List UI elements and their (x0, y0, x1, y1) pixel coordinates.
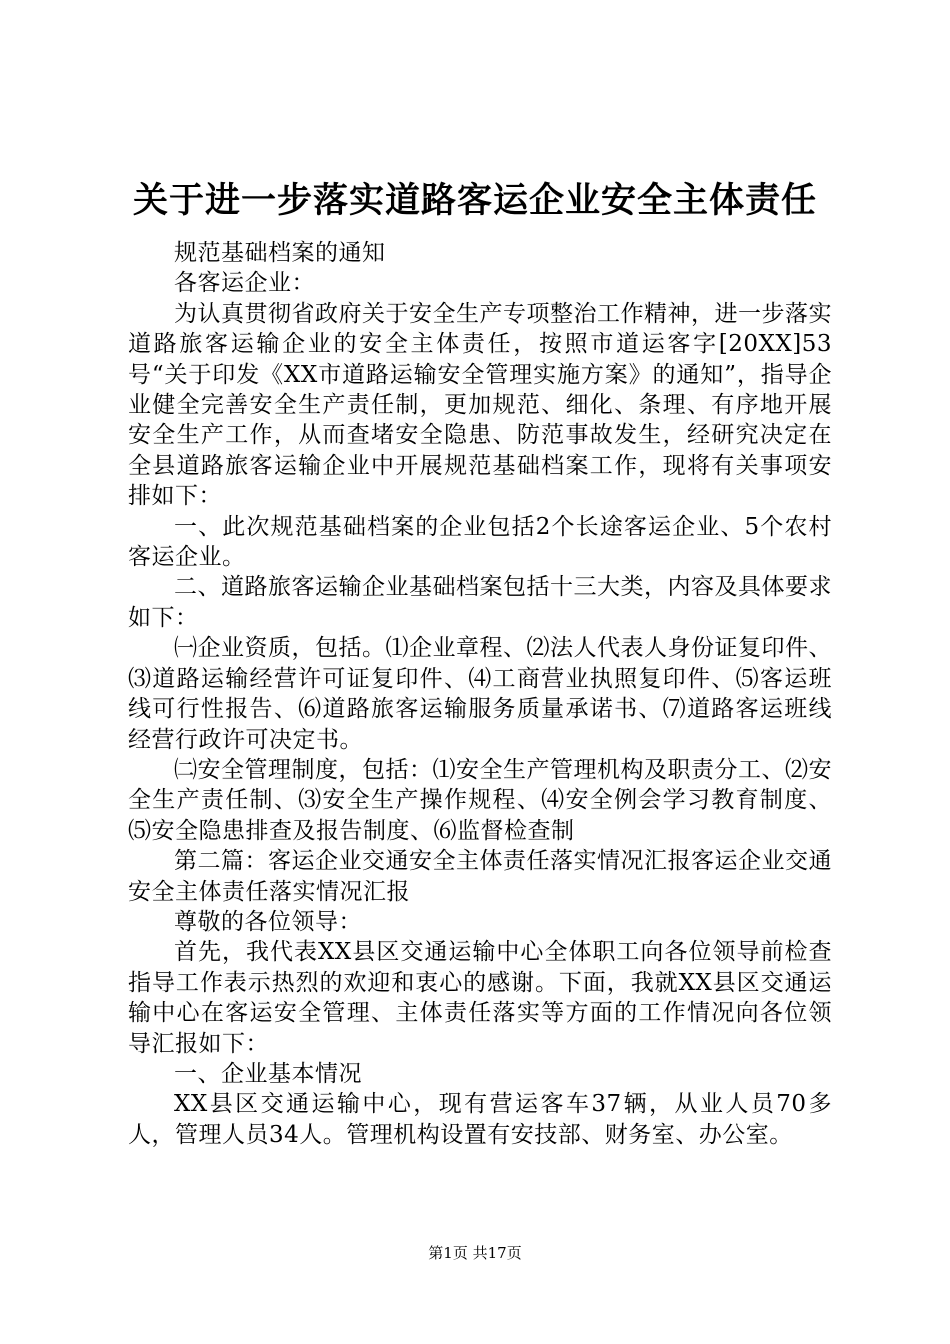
document-title: 关于进一步落实道路客运企业安全主体责任 (132, 180, 817, 221)
paragraph: ㈠企业资质，包括。⑴企业章程、⑵法人代表人身份证复印件、⑶道路运输经营许可证复印件、⑷工商营业执照复印件、⑸客运班线可行性报告、⑹道路旅客运输服务质量承诺书、⑺道路客运班线经营行政许可决定书。 (128, 635, 832, 753)
paragraph: 第二篇：客运企业交通安全主体责任落实情况汇报客运企业交通安全主体责任落实情况汇报 (128, 848, 832, 905)
paragraph: 首先，我代表XX县区交通运输中心全体职工向各位领导前检查指导工作表示热烈的欢迎和衷心的感谢。下面，我就XX县区交通运输中心在客运安全管理、主体责任落实等方面的工作情况向各位领导汇报如下： (128, 939, 832, 1057)
page-footer: 第1页 共17页 (428, 1244, 522, 1262)
paragraph: XX县区交通运输中心，现有营运客车37辆，从业人员70多人，管理人员34人。管理机构设置有安技部、财务室、办公室。 (128, 1091, 832, 1148)
paragraph: 一、此次规范基础档案的企业包括2个长途客运企业、5个农村客运企业。 (128, 513, 832, 571)
paragraph: 各客运企业： (174, 270, 315, 297)
paragraph: 为认真贯彻省政府关于安全生产专项整治工作精神，进一步落实道路旅客运输企业的安全主体责任，按照市道运客字[20XX]53号“关于印发《XX市道路运输安全管理实施方案》的通知”，指导企业健全完善安全生产责任制，更加规范、细化、条理、有序地开展安全生产工作，从而查堵安全隐患、防范事故发生，经研究决定在全县道路旅客运输企业中开展规范基础档案工作，现将有关事项安排如下： (128, 300, 832, 510)
paragraph: 二、道路旅客运输企业基础档案包括十三大类，内容及具体要求如下： (128, 574, 832, 631)
paragraph: 规范基础档案的通知 (174, 240, 386, 266)
document-body (128, 238, 832, 1150)
paragraph: ㈡安全管理制度，包括：⑴安全生产管理机构及职责分工、⑵安全生产责任制、⑶安全生产操作规程、⑷安全例会学习教育制度、⑸安全隐患排查及报告制度、⑹监督检查制 (128, 756, 832, 844)
paragraph: 一、企业基本情况 (174, 1060, 362, 1087)
paragraph: 尊敬的各位领导： (174, 908, 362, 935)
